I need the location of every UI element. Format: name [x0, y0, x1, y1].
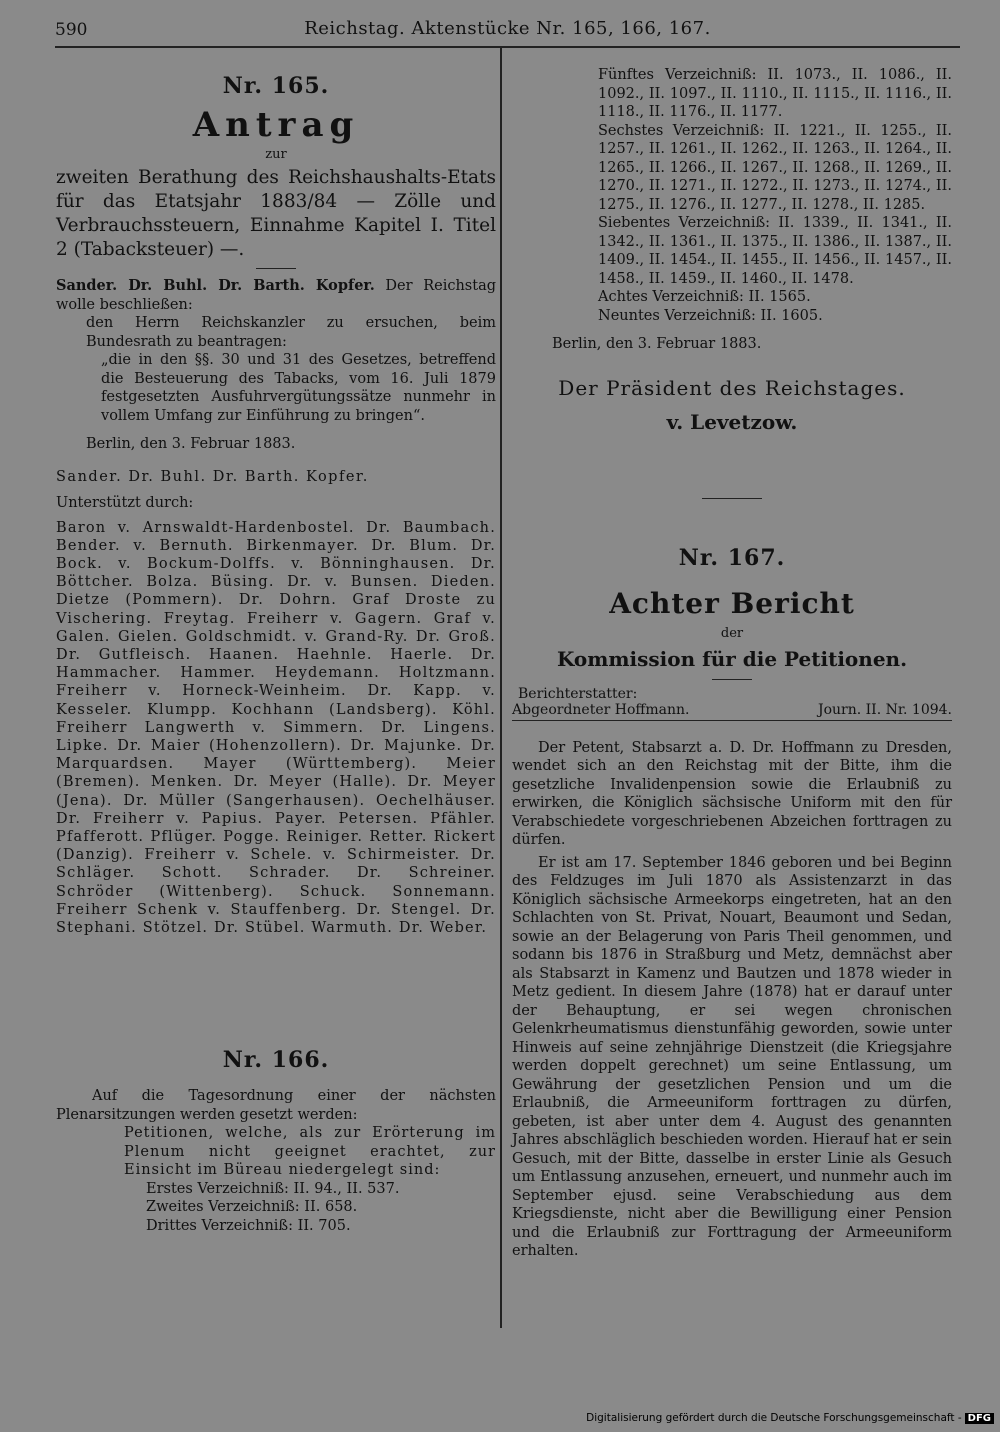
doc166-list-8: Achtes Verzeichniß: II. 1565.	[598, 289, 811, 305]
doc165-quote: „die in den §§. 30 und 31 des Gesetzes, betreffend die Besteuerung des Tabacks, vom 16. Juli 1879 festgesetzten Ausfuhrvergütungssätze nunmehr in vollem Umfang zur Einführung zu bringen“.	[101, 352, 496, 424]
doc165-heading: Antrag	[192, 105, 360, 145]
doc166-date: Berlin, den 3. Februar 1883.	[552, 336, 762, 352]
doc167-para1: Der Petent, Stabsarzt a. D. Dr. Hoffmann zu Dresden, wendet sich an den Reichstag mit der Bitte, ihm die gesetzliche Invalidenpension sowie die Erlaubniß zu erwirken, die Königlich sächsische Uniform mit den für Verabschiedete vorgeschriebenen Abzeichen forttragen zu dürfen.	[512, 739, 952, 848]
doc166-list-9: Neuntes Verzeichniß: II. 1605.	[598, 307, 823, 324]
divider	[702, 498, 762, 499]
doc167-reporter-block	[512, 686, 952, 721]
doc165-signatures: Sander. Dr. Buhl. Dr. Barth. Kopfer.	[56, 468, 369, 485]
doc165-authors: Sander. Dr. Buhl. Dr. Barth. Kopfer.	[56, 277, 375, 294]
doc166-list-2: Zweites Verzeichniß: II. 658.	[146, 1199, 358, 1216]
doc165-intro-rest: Der Reichstag wolle beschließen:	[56, 278, 496, 313]
doc167-heading: Achter Bericht	[609, 586, 855, 620]
doc166-signer: v. Levetzow.	[666, 409, 798, 434]
footer-credit	[586, 1412, 994, 1424]
doc165-intro	[56, 277, 496, 314]
doc165-supporters: Baron v. Arnswaldt-Hardenbostel. Dr. Baumbach. Bender. v. Bernuth. Birkenmayer. Dr. Blum. Dr. Bock. v. Bockum-Dolffs. v. Bönninghausen. Dr. Böttcher. Bolza. Büsing. Dr. v. Bunsen. Dieden. Dietze (Pommern). Dr. Dohrn. Graf Droste zu Vischering. Freytag. Freiherr v. Gagern. Graf v. Galen. Gielen. Goldschmidt. v. Grand-Ry. Dr. Groß. Dr. Gutfleisch. Haanen. Haehnle. Haerle. Dr. Hammacher. Hammer. Heydemann. Holtzmann. Freiherr v. Horneck-Weinheim. Dr. Kapp. v. Kesseler. Klumpp. Kochhann (Landsberg). Köhl. Freiherr Langwerth v. Simmern. Dr. Lingens. Lipke. Dr. Maier (Hohenzollern). Dr. Majunke. Dr. Marquardsen. Mayer (Württemberg). Meier (Bremen). Menken. Dr. Meyer (Halle). Dr. Meyer (Jena). Dr. Müller (Sangerhausen). Oechelhäuser. Dr. Freiherr v. Papius. Payer. Petersen. Pfähler. Pfafferott. Pflüger. Pogge. Reiniger. Retter. Rickert (Danzig). Freiherr v. Schele. v. Schirmeister. Dr. Schläger. Schott. Schrader. Dr. Schreiner. Schröder (Wittenberg). Schuck. Sonnemann. Freiherr Schenk v. Stauffenberg. Dr. Stengel. Dr. Stephani. Stötzel. Dr. Stübel. Warmuth. Dr. Weber.	[56, 519, 496, 936]
doc166-list-1: Erstes Verzeichniß: II. 94., II. 537.	[146, 1180, 400, 1197]
doc167-number: Nr. 167.	[678, 544, 786, 571]
doc165-date: Berlin, den 3. Februar 1883.	[86, 436, 296, 452]
right-column	[512, 66, 952, 1261]
doc165-request: den Herrn Reichskanzler zu ersuchen, beim Bundesrath zu beantragen:	[86, 315, 496, 350]
doc165-number: Nr. 165.	[222, 73, 330, 99]
page-header	[55, 18, 960, 48]
dfg-logo: DFG	[965, 1413, 994, 1424]
doc167-journal: Journ. II. Nr. 1094.	[817, 701, 952, 718]
doc167-para2: Er ist am 17. September 1846 geboren und bei Beginn des Feldzuges im Juli 1870 als Assistenzarzt in das Königlich sächsische Armeekorps eingetreten, hat an den Schlachten von St. Privat, Nouart, Beaumont und Sedan, sowie an der Belagerung von Paris Theil genommen, und sodann bis 1876 in Straßburg und Metz, demnächst aber als Stabsarzt in Kamenz und Bautzen und 1878 wieder in Metz gedient. In diesem Jahre (1878) hat er darauf unter der Behauptung, er sei wegen chronischen Gelenkrheumatismus dienstunfähig geworden, sowie unter Hinweis auf seine zehnjährige Dienstzeit (die Kriegsjahre werden doppelt gerechnet) um seine Entlassung, um Gewährung der gesetzlichen Pension und um die Erlaubniß, die Armeeuniform forttragen zu dürfen, gebeten, ist aber unter dem 4. August des genannten Jahres abschläglich beschieden worden. Hierauf hat er sein Gesuch, mit der Bitte, dasselbe in erster Linie als Gesuch um Entlassung anzusehen, erneuert, und nunmehr auch im September ejusd. seine Verabschiedung aus dem Kriegsdienste, nicht aber die Bewilligung einer Pension und die Erlaubniß zur Forttragung der Armeeuniform erhalten.	[512, 854, 952, 1259]
doc167-der: der	[720, 625, 744, 641]
running-title: Reichstag. Aktenstücke Nr. 165, 166, 167.	[304, 18, 711, 39]
doc166-list-5: Fünftes Verzeichniß: II. 1073., II. 1086., II. 1092., II. 1097., II. 1110., II. 1115., II. 1116., II. 1118., II. 1176., II. 1177.	[598, 67, 952, 120]
doc166-list-6: Sechstes Verzeichniß: II. 1221., II. 1255., II. 1257., II. 1261., II. 1262., II. 1263., II. 1264., II. 1265., II. 1266., II. 1267., II. 1268., II. 1269., II. 1270., II. 1271., II. 1272., II. 1273., II. 1274., II. 1275., II. 1276., II. 1277., II. 1278., II. 1285.	[598, 122, 952, 213]
doc167-reporter-label: Berichterstatter:	[518, 685, 638, 702]
doc166-list-3: Drittes Verzeichniß: II. 705.	[146, 1217, 351, 1234]
doc167-reporter-row	[512, 702, 952, 721]
doc165-zur: zur	[265, 147, 287, 162]
divider	[256, 268, 296, 269]
doc167-reporter: Abgeordneter Hoffmann.	[512, 701, 690, 718]
doc165-supported-by: Unterstützt durch:	[56, 495, 194, 511]
page-number: 590	[55, 20, 88, 40]
doc167-commission: Kommission für die Petitionen.	[556, 646, 908, 671]
doc166-petitions: Petitionen, welche, als zur Erörterung im Plenum nicht geeignet erachtet, zur Einsicht im Büreau niedergelegt sind:	[124, 1125, 496, 1179]
column-divider	[500, 48, 502, 1328]
doc166-number: Nr. 166.	[222, 1047, 330, 1074]
divider	[712, 679, 752, 680]
left-column	[56, 55, 496, 1235]
doc166-intro: Auf die Tagesordnung einer der nächsten Plenarsitzungen werden gesetzt werden:	[56, 1088, 496, 1123]
doc166-signer-title: Der Präsident des Reichstages.	[558, 375, 906, 400]
footer-text: Digitalisierung gefördert durch die Deutsche Forschungsgemeinschaft -	[586, 1412, 962, 1424]
doc166-list-7: Siebentes Verzeichniß: II. 1339., II. 1341., II. 1342., II. 1361., II. 1375., II. 1386., II. 1387., II. 1409., II. 1454., II. 1455., II. 1456., II. 1457., II. 1458., II. 1459., II. 1460., II. 1478.	[598, 215, 952, 287]
doc165-subject: zweiten Berathung des Reichshaushalts-Etats für das Etatsjahr 1883/84 — Zölle und Verbrauchssteuern, Einnahme Kapitel I. Titel 2 (Tabacksteuer) —.	[56, 167, 496, 260]
